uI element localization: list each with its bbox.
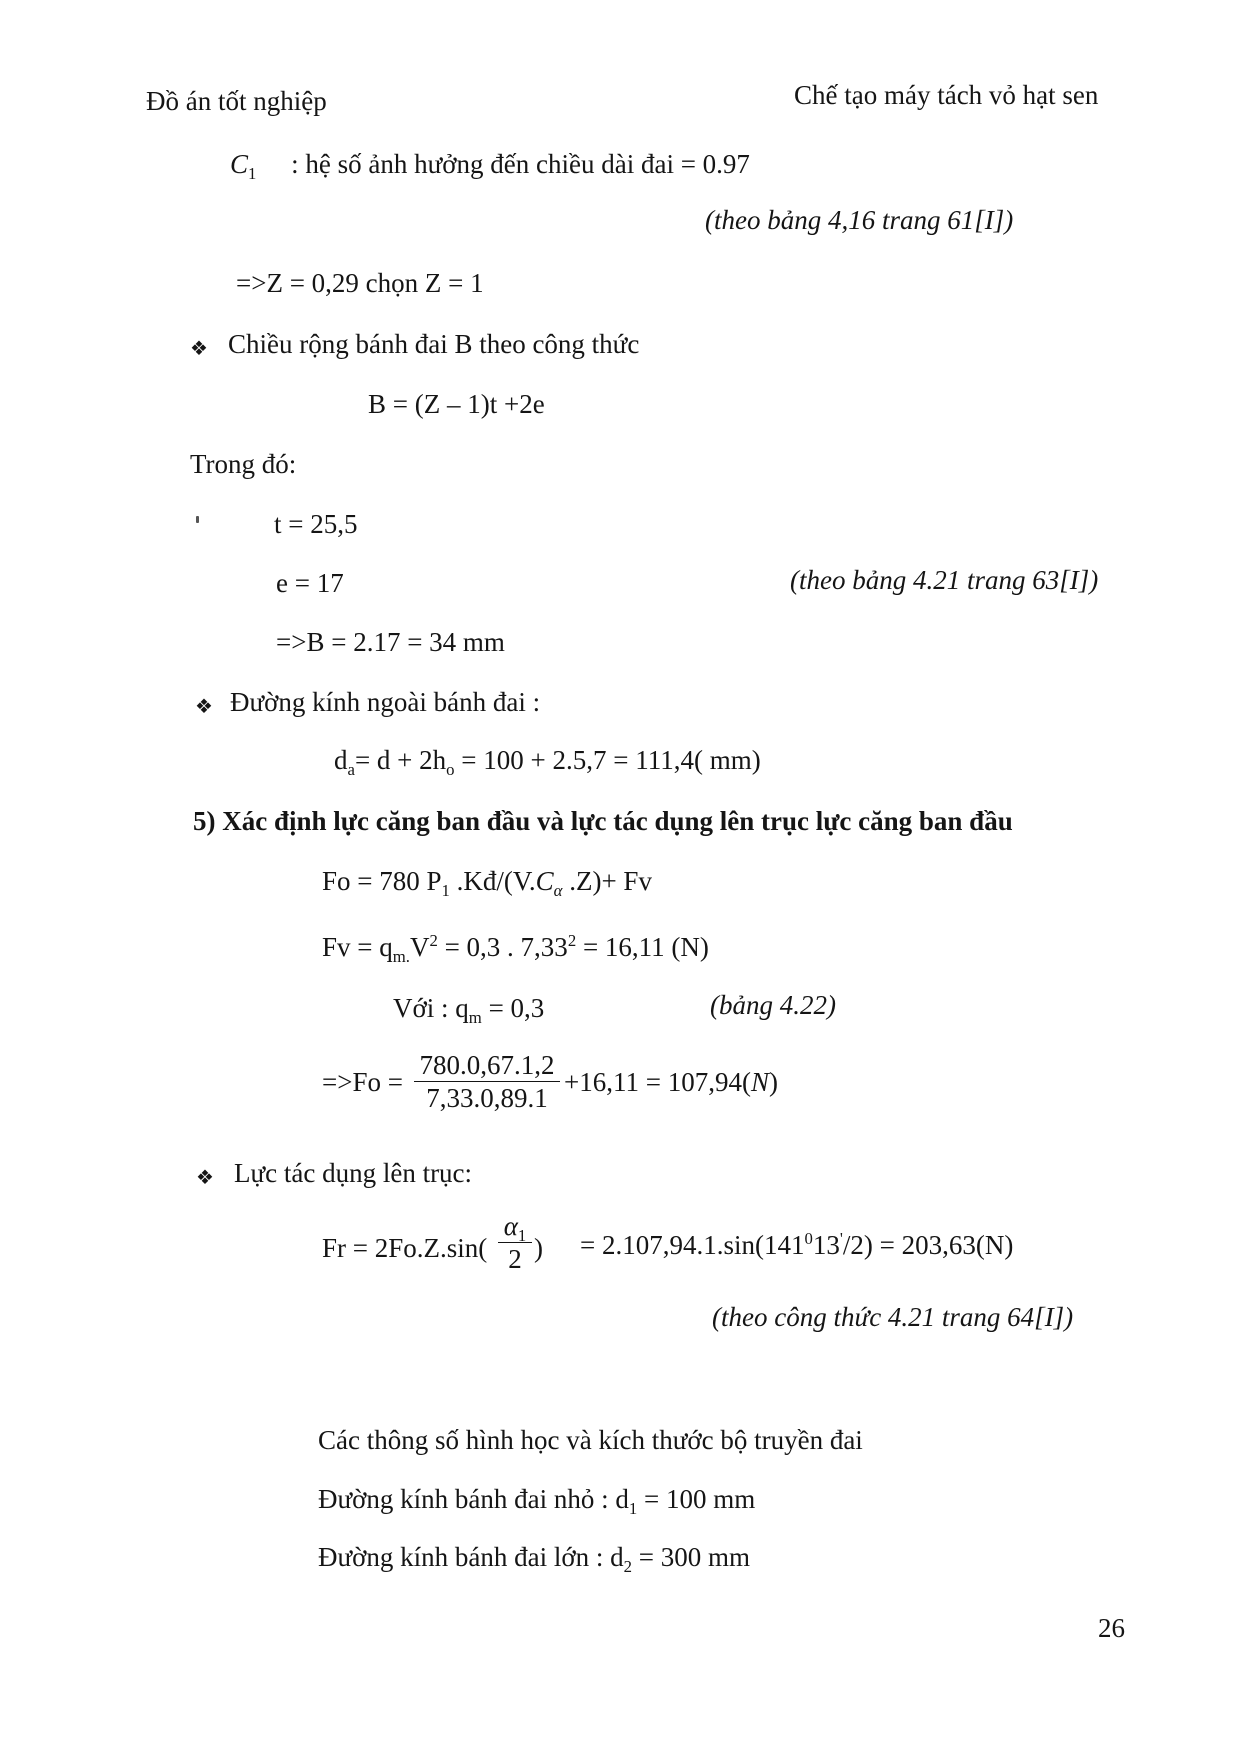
- fv-part1: Fv = q: [322, 932, 393, 962]
- small-pulley-value: = 100 mm: [637, 1484, 756, 1514]
- fr-calc-part1: = 2.107,94.1.sin(141: [580, 1230, 805, 1260]
- scan-mark: [196, 516, 199, 523]
- large-pulley-label: Đường kính bánh đai lớn : d: [318, 1542, 624, 1572]
- fo-part2: .Kđ/(V.: [449, 866, 536, 896]
- header-right: Chế tạo máy tách vỏ hạt sen: [794, 80, 1099, 110]
- belt-width-heading: Chiều rộng bánh đai B theo công thức: [228, 329, 640, 359]
- shaft-force-heading: Lực tác dụng lên trục:: [234, 1158, 473, 1188]
- fv-part3: = 0,3 . 7,33: [437, 932, 568, 962]
- fo-calc-fraction: [414, 1049, 560, 1115]
- fv-exponent1: 2: [429, 930, 438, 950]
- outer-diameter-heading: Đường kính ngoài bánh đai :: [230, 687, 541, 717]
- alpha-numerator: [498, 1210, 532, 1245]
- large-pulley-subscript: 2: [623, 1556, 633, 1576]
- section-5-heading: 5) Xác định lực căng ban đầu và lực tác dụng lên trục lực căng ban đầu: [193, 806, 1013, 836]
- small-pulley-subscript: 1: [628, 1498, 638, 1518]
- fo-part3: .Z)+ Fv: [562, 866, 652, 896]
- summary-title: Các thông số hình học và kích thước bộ truyền đai: [318, 1425, 863, 1455]
- fo-calc-unit: N: [750, 1067, 769, 1097]
- qm-reference: (bảng 4.22): [710, 990, 836, 1020]
- bullet-diamond-icon: ❖: [195, 696, 213, 718]
- alpha-denominator: 2: [508, 1244, 522, 1275]
- z-result: =>Z = 0,29 chọn Z = 1: [236, 268, 484, 298]
- alpha-fraction: [498, 1210, 532, 1276]
- c1-description: : hệ số ảnh hưởng đến chiều dài đai = 0.97: [291, 149, 750, 179]
- da-equation-part1: = d + 2h: [354, 745, 447, 775]
- belt-width-reference: (theo bảng 4.21 trang 63[I]): [790, 565, 1099, 595]
- fv-part2: V: [409, 932, 430, 962]
- fv-formula: [322, 930, 709, 966]
- fr-calc: [580, 1230, 1013, 1261]
- large-pulley-value: = 300 mm: [632, 1542, 751, 1572]
- fo-calc-denominator: 7,33.0,89.1: [426, 1083, 548, 1114]
- small-pulley-diameter: [318, 1484, 756, 1518]
- t-value: t = 25,5: [274, 509, 358, 539]
- fr-degree: 0: [804, 1228, 813, 1248]
- outer-diameter-formula: [334, 745, 761, 779]
- with-part1: Với : q: [393, 993, 469, 1023]
- fr-calc-part3: /2) = 203,63(N): [842, 1230, 1014, 1260]
- bullet-diamond-icon: ❖: [196, 1167, 214, 1189]
- belt-width-formula: B = (Z – 1)t +2e: [368, 389, 545, 419]
- page-number: 26: [1098, 1613, 1125, 1643]
- alpha-symbol: α: [503, 1211, 518, 1241]
- belt-width-result: =>B = 2.17 = 34 mm: [276, 627, 505, 657]
- fr-prime: ': [839, 1228, 843, 1248]
- e-value: e = 17: [276, 568, 344, 598]
- header-left: Đồ án tốt nghiệp: [146, 86, 327, 116]
- fo-calc-prefix: =>Fo =: [322, 1067, 403, 1097]
- fo-calc-numerator: 780.0,67.1,2: [419, 1050, 555, 1080]
- c1-line: [230, 149, 750, 183]
- fo-p-subscript: 1: [441, 880, 450, 900]
- with-part2: = 0,3: [481, 993, 545, 1023]
- fo-calc-result: [564, 1067, 778, 1098]
- da-equation-part2: = 100 + 2.5,7 = 111,4( mm): [454, 745, 761, 775]
- fv-q-subscript: m.: [392, 946, 410, 966]
- da-symbol: d: [334, 745, 348, 775]
- fo-calc-suffix: +16,11 = 107,94(: [564, 1067, 751, 1097]
- fr-calc-part2: 13: [812, 1230, 840, 1260]
- c1-reference: (theo bảng 4,16 trang 61[I]): [705, 205, 1014, 235]
- with-q-subscript: m: [468, 1007, 482, 1027]
- fo-c-symbol: C: [535, 866, 554, 896]
- small-pulley-label: Đường kính bánh đai nhỏ : d: [318, 1484, 629, 1514]
- fo-c-subscript: α: [553, 880, 563, 900]
- c1-subscript: 1: [248, 163, 257, 183]
- alpha-subscript: 1: [517, 1225, 527, 1245]
- fo-formula: [322, 866, 652, 900]
- fr-prefix: Fr = 2Fo.Z.sin(: [322, 1233, 488, 1263]
- bullet-diamond-icon: ❖: [190, 338, 208, 360]
- fo-calc-close: ): [768, 1067, 778, 1097]
- fr-close: ): [534, 1233, 543, 1263]
- fv-exponent2: 2: [567, 930, 577, 950]
- shaft-force-reference: (theo công thức 4.21 trang 64[I]): [712, 1302, 1074, 1332]
- fv-part4: = 16,11 (N): [576, 932, 709, 962]
- da-subscript: a: [347, 759, 355, 779]
- where-label: Trong đó:: [190, 449, 297, 479]
- fo-part1: Fo = 780 P: [322, 866, 442, 896]
- large-pulley-diameter: [318, 1542, 751, 1576]
- ho-subscript: o: [446, 759, 455, 779]
- c1-symbol: C: [230, 149, 249, 179]
- qm-value: [393, 993, 545, 1027]
